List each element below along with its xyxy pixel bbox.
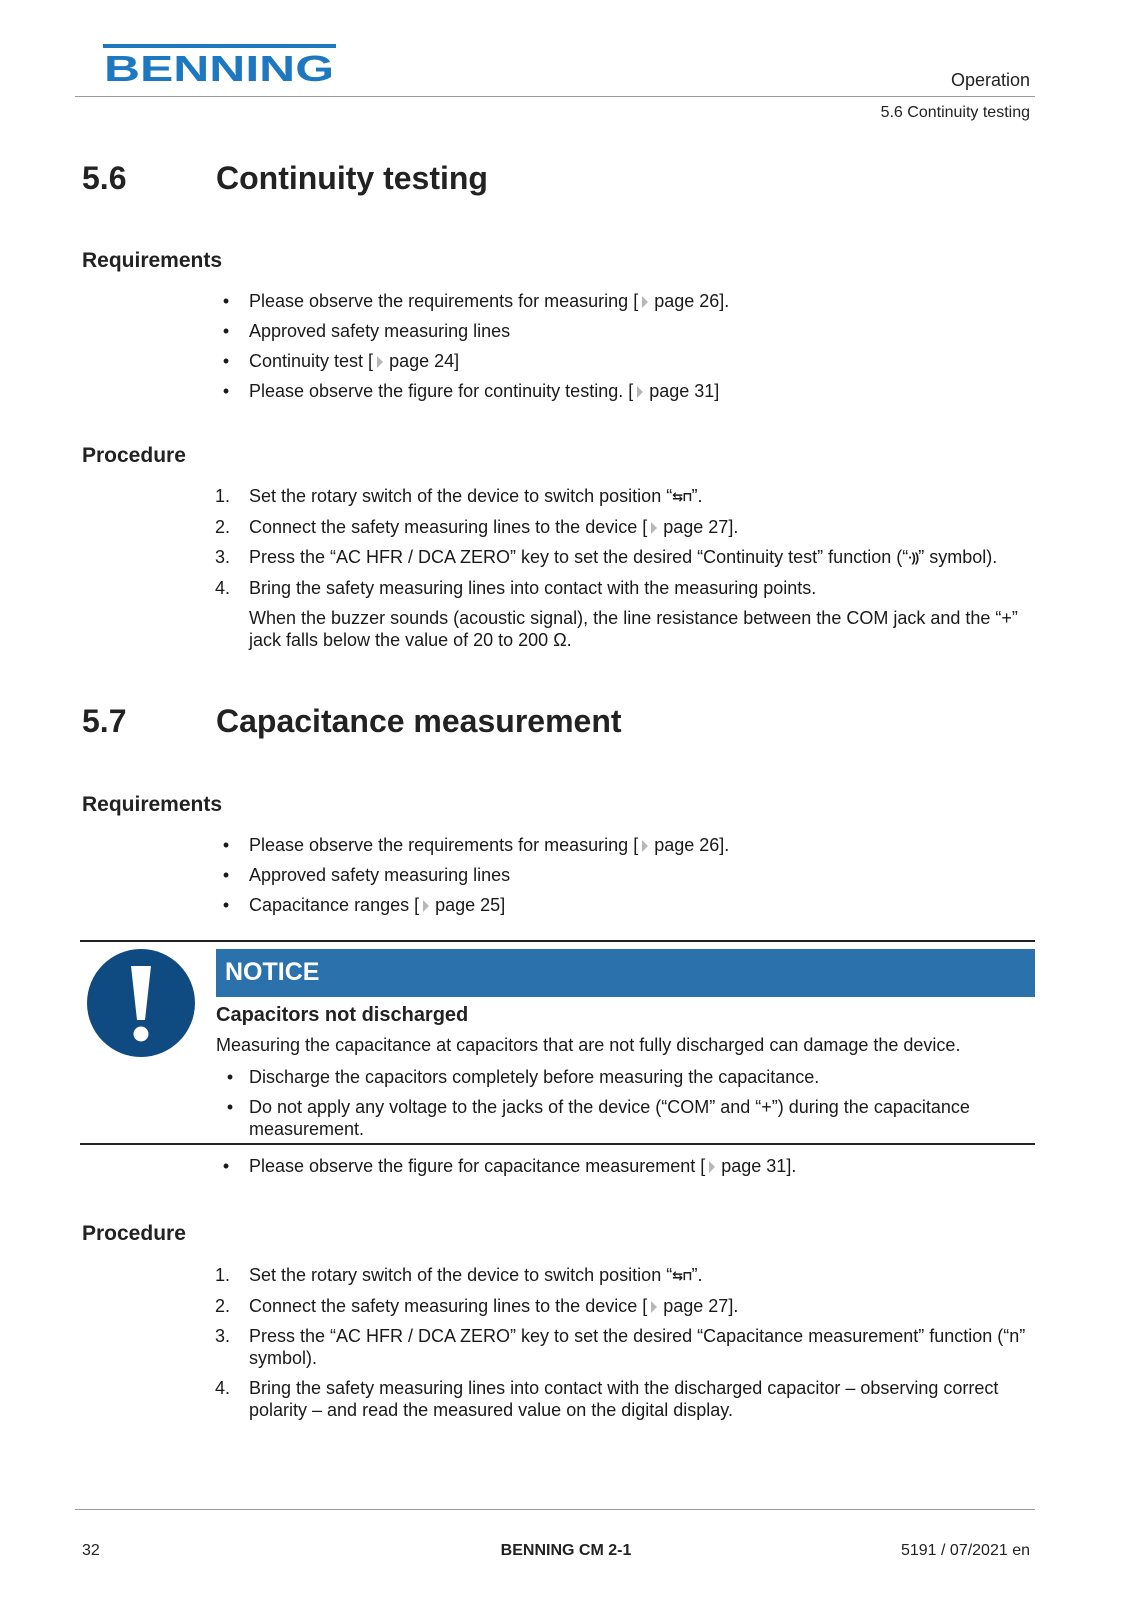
procedure-steps bbox=[211, 485, 1031, 659]
capacitance-switch-symbol-icon: ⇆⊓ bbox=[672, 1268, 692, 1283]
list-item: • Please observe the figure for continuity testing. [ page 31] bbox=[222, 381, 720, 401]
step-item: 1. Set the rotary switch of the device to switch position “⇆⊓”. bbox=[215, 1265, 703, 1285]
cross-reference-arrow-icon bbox=[642, 296, 648, 308]
step-item: 1. Set the rotary switch of the device to switch position “⇆⊓”. bbox=[215, 486, 703, 506]
notice-banner: NOTICE bbox=[216, 949, 1035, 997]
header-divider bbox=[75, 96, 1035, 97]
step-result-text: When the buzzer sounds (acoustic signal), the line resistance between the COM jack and the “+” jack falls below the value of 20 to 200 Ω. bbox=[249, 608, 1018, 650]
buzzer-symbol-icon: ·)) bbox=[908, 550, 919, 565]
list-item: • Capacitance ranges [ page 25] bbox=[222, 895, 506, 915]
list-item: • Do not apply any voltage to the jacks of the device (“COM” and “+”) during the capacitance measurement. bbox=[226, 1097, 970, 1139]
step-item: 4. Bring the safety measuring lines into contact with the discharged capacitor – observing correct polarity – and read the measured value on the digital display. bbox=[215, 1378, 999, 1420]
page-link[interactable]: page 27 bbox=[663, 1296, 729, 1316]
section-number: 5.7 bbox=[82, 703, 127, 739]
list-item: • Please observe the figure for capacitance measurement [ page 31]. bbox=[222, 1156, 797, 1176]
list-item: • Please observe the requirements for measuring [ page 26]. bbox=[222, 291, 730, 311]
page-link[interactable]: page 31 bbox=[649, 381, 715, 401]
cross-reference-arrow-icon bbox=[377, 356, 383, 368]
step-item: 3. Press the “AC HFR / DCA ZERO” key to set the desired “Capacitance measurement” function (“n” symbol). bbox=[215, 1326, 1026, 1368]
svg-text:BENNING: BENNING bbox=[104, 48, 334, 84]
page-link[interactable]: page 27 bbox=[663, 517, 729, 537]
product-name: BENNING CM 2-1 bbox=[500, 1542, 632, 1559]
cross-reference-arrow-icon bbox=[651, 522, 657, 534]
requirements-list bbox=[211, 834, 1031, 924]
notice-top-rule bbox=[80, 940, 1035, 942]
exclamation-warning-icon bbox=[86, 948, 196, 1058]
cross-reference-arrow-icon bbox=[709, 1161, 715, 1173]
page-link[interactable]: page 25 bbox=[435, 895, 501, 915]
notice-text: Measuring the capacitance at capacitors that are not fully discharged can damage the device. bbox=[216, 1035, 961, 1055]
page-link[interactable]: page 26 bbox=[654, 835, 720, 855]
requirements-heading: Requirements bbox=[82, 793, 223, 816]
cross-reference-arrow-icon bbox=[423, 900, 429, 912]
notice-list bbox=[216, 1066, 1035, 1148]
page-link[interactable]: page 31 bbox=[721, 1156, 787, 1176]
step-item: 4. Bring the safety measuring lines into contact with the measuring points. When the buzzer sounds (acoustic signal), the line resistance between the COM jack and the “+” jack falls below the value of 20 to 200 Ω. bbox=[211, 577, 1031, 651]
procedure-heading: Procedure bbox=[82, 444, 186, 467]
benning-logo bbox=[103, 44, 336, 84]
step-item: 3. Press the “AC HFR / DCA ZERO” key to set the desired “Continuity test” function (“·))” symbol). bbox=[215, 547, 998, 567]
header-chapter: Operation bbox=[950, 70, 1030, 90]
continuity-switch-symbol-icon: ⇆⊓ bbox=[672, 489, 692, 504]
list-item: • Approved safety measuring lines bbox=[222, 321, 511, 341]
list-item: • Please observe the requirements for measuring [ page 26]. bbox=[222, 835, 730, 855]
header-section: 5.6 Continuity testing bbox=[880, 104, 1030, 121]
requirements-heading: Requirements bbox=[82, 249, 223, 272]
section-number: 5.6 bbox=[82, 160, 127, 196]
notice-bottom-rule bbox=[80, 1143, 1035, 1145]
page-link[interactable]: page 24 bbox=[389, 351, 455, 371]
step-item: 2. Connect the safety measuring lines to the device [ page 27]. bbox=[215, 1296, 739, 1316]
procedure-heading: Procedure bbox=[82, 1222, 186, 1245]
notice-title: Capacitors not discharged bbox=[216, 1004, 469, 1026]
cross-reference-arrow-icon bbox=[637, 386, 643, 398]
footer-divider bbox=[75, 1509, 1035, 1510]
requirements-list bbox=[211, 290, 1031, 410]
section-title: Capacitance measurement bbox=[216, 703, 622, 739]
page-link[interactable]: page 26 bbox=[654, 291, 720, 311]
procedure-steps bbox=[211, 1264, 1031, 1429]
step-item: 2. Connect the safety measuring lines to the device [ page 27]. bbox=[215, 517, 739, 537]
list-item: • Approved safety measuring lines bbox=[222, 865, 511, 885]
list-item: • Continuity test [ page 24] bbox=[222, 351, 460, 371]
cross-reference-arrow-icon bbox=[651, 1301, 657, 1313]
section-title: Continuity testing bbox=[216, 160, 488, 196]
document-id: 5191 / 07/2021 en bbox=[900, 1542, 1030, 1559]
cross-reference-arrow-icon bbox=[642, 840, 648, 852]
list-item: • Discharge the capacitors completely before measuring the capacitance. bbox=[226, 1067, 820, 1087]
requirements-list-continued bbox=[211, 1155, 1031, 1185]
page-number: 32 bbox=[82, 1542, 100, 1559]
